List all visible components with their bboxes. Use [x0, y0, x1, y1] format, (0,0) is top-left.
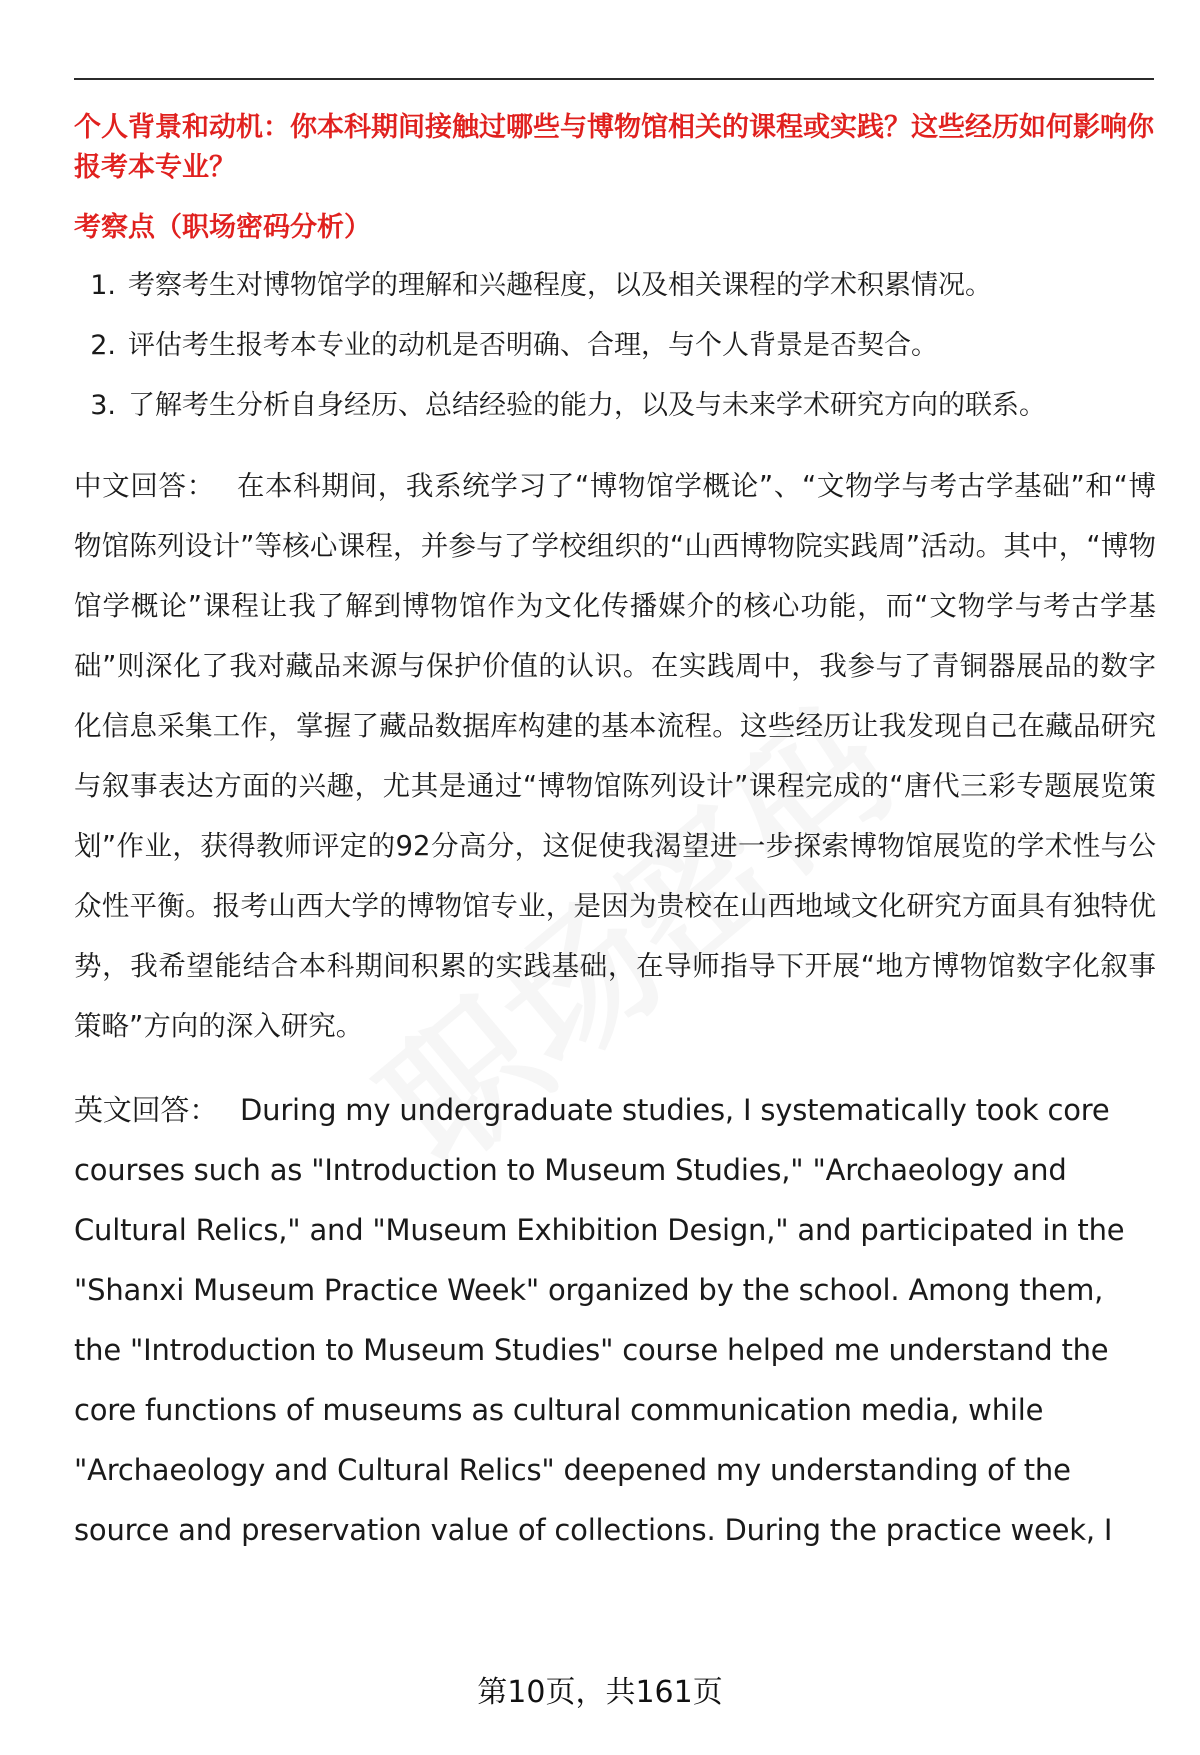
exam-points-heading: 考察点（职场密码分析）	[74, 212, 371, 243]
chinese-answer-text: 在本科期间，我系统学习了“博物馆学概论”、“文物学与考古学基础”和“博物馆陈列设计”等核心课程，并参与了学校组织的“山西博物院实践周”活动。其中，“博物馆学概论”课程让我了解到博物馆作为文化传播媒介的核心功能，而“文物学与考古学基础”则深化了我对藏品来源与保护价值的认识。在实践周中，我参与了青铜器展品的数字化信息采集工作，掌握了藏品数据库构建的基本流程。这些经历让我发现自己在藏品研究与叙事表达方面的兴趣，尤其是通过“博物馆陈列设计”课程完成的“唐代三彩专题展览策划”作业，获得教师评定的92分高分，这促使我渴望进一步探索博物馆展览的学术性与公众性平衡。报考山西大学的博物馆专业，是因为贵校在山西地域文化研究方面具有独特优势，我希望能结合本科期间积累的实践基础，在导师指导下开展“地方博物馆数字化叙事策略”方向的深入研究。	[74, 470, 1157, 1042]
list-item	[74, 386, 1156, 426]
chinese-answer	[74, 456, 1156, 1056]
list-item-text: 考察考生对博物馆学的理解和兴趣程度，以及相关课程的学术积累情况。	[128, 270, 992, 301]
question-heading: 个人背景和动机：你本科期间接触过哪些与博物馆相关的课程或实践？这些经历如何影响你报考本专业？	[74, 112, 1154, 183]
list-item-number: 1.	[90, 270, 116, 301]
english-answer-text: During my undergraduate studies, I systematically took core courses such as "Introduction to Museum Studies," "Archaeology and Cultural Relics," and "Museum Exhibition Design," and participated in the "Shanxi Museum Practice Week" organized by the school. Among them, the "Introduction to Museum Studies" course helped me understand the core functions of museums as cultural communication media, while "Archaeology and Cultural Relics" deepened my understanding of the source and preservation value of collections. During the practice week, I	[74, 1093, 1125, 1547]
list-item	[74, 326, 1156, 366]
page-number-footer: 第10页，共161页	[477, 1675, 723, 1710]
chinese-answer-label: 中文回答：	[74, 470, 215, 502]
list-item-number: 3.	[90, 390, 116, 421]
list-item-number: 2.	[90, 330, 116, 361]
list-item-text: 评估考生报考本专业的动机是否明确、合理，与个人背景是否契合。	[128, 330, 938, 361]
list-item-text: 了解考生分析自身经历、总结经验的能力，以及与未来学术研究方向的联系。	[128, 390, 1046, 421]
english-answer	[74, 1080, 1156, 1560]
exam-points-list	[74, 266, 1156, 426]
list-item	[74, 266, 1156, 306]
english-answer-label: 英文回答：	[74, 1093, 219, 1127]
header-rule	[74, 78, 1154, 80]
page-content	[74, 108, 1156, 1560]
